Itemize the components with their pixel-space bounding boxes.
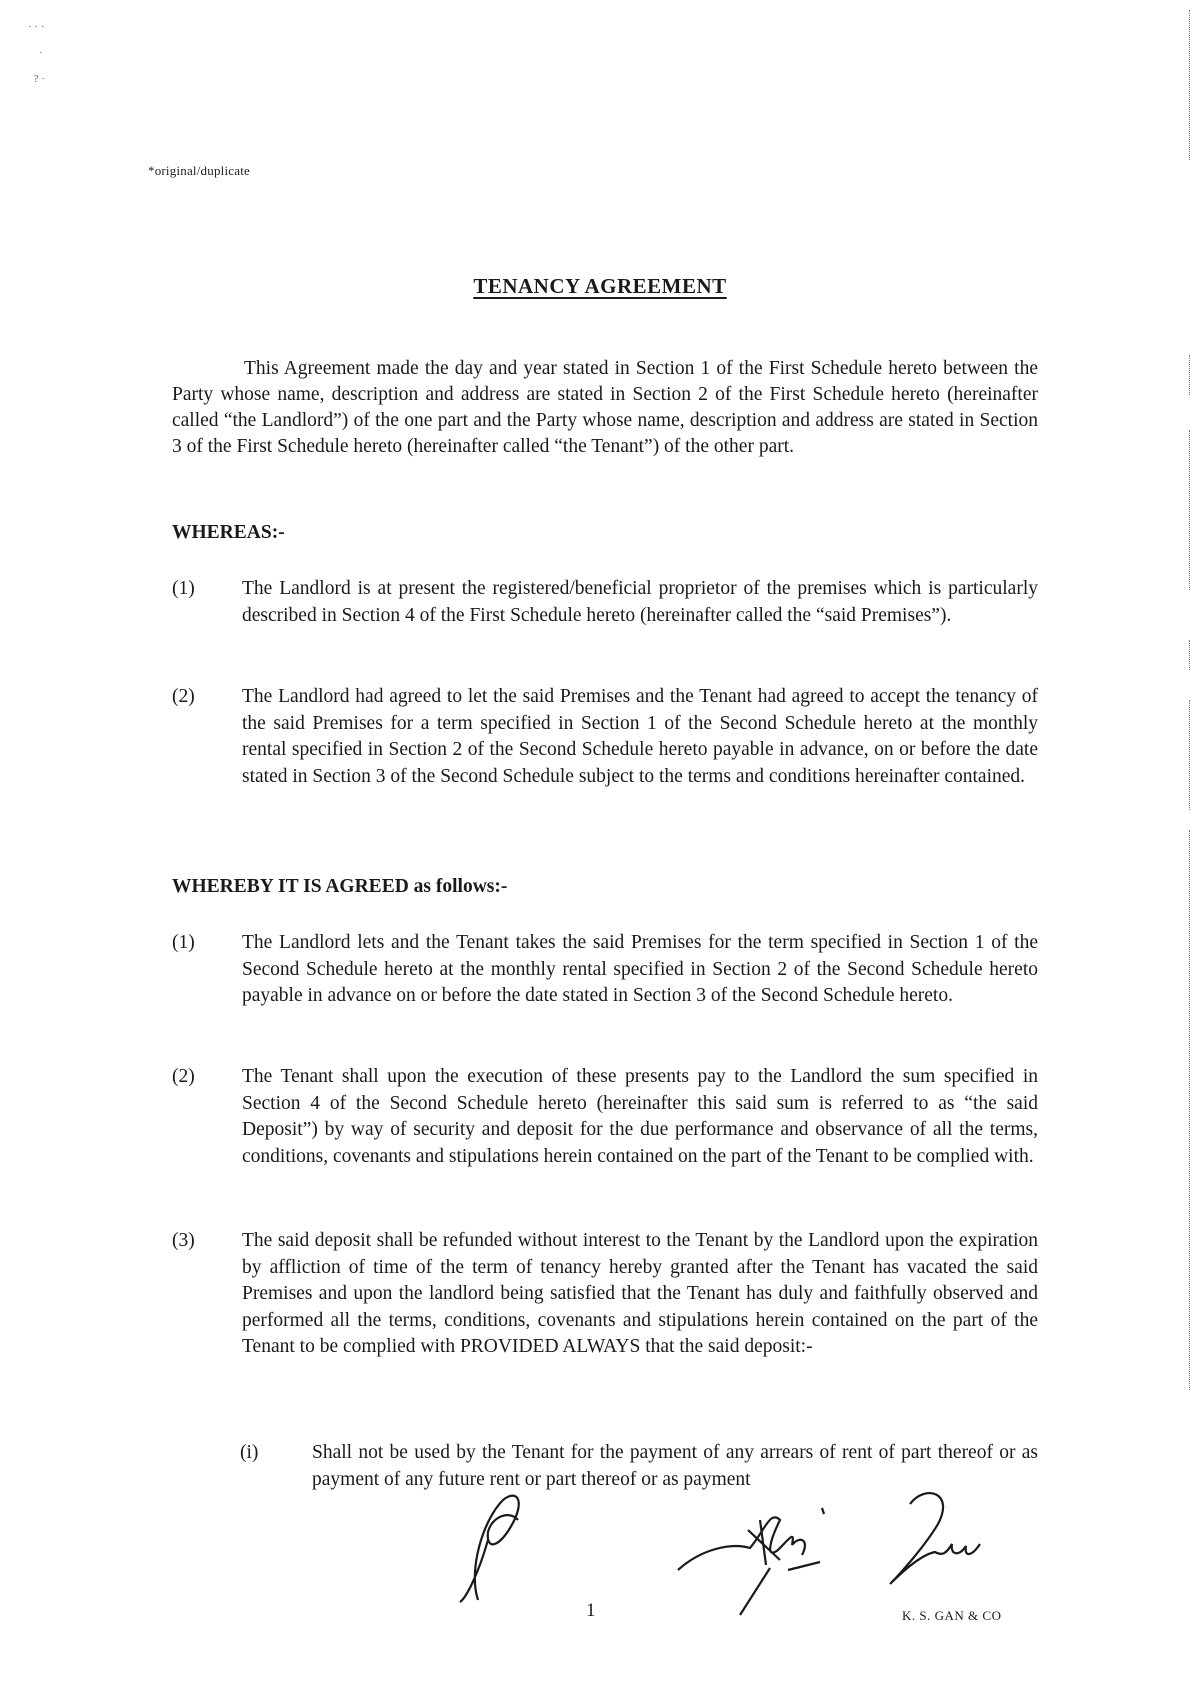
item-number: (2) — [172, 1066, 195, 1087]
signature-initial-1 — [448, 1480, 538, 1610]
item-text: The Landlord is at present the registered/beneficial proprietor of the premises which is particularly described in Section 4 of the First Schedule hereto (hereinafter called the “said Premises”). — [242, 578, 1038, 626]
scan-margin-line — [1187, 640, 1190, 670]
original-duplicate-stamp: *original/duplicate — [148, 163, 250, 178]
item-number: (1) — [172, 932, 195, 953]
document-title: TENANCY AGREEMENT — [473, 274, 727, 298]
item-number: (2) — [172, 686, 195, 707]
signature-tenant — [670, 1490, 850, 1620]
item-text: The Tenant shall upon the execution of these presents pay to the Landlord the sum specified in Section 4 of the Second Schedule hereto (hereinafter this said sum is referred to as “the said Deposit”) by way of security and deposit for the due performance and observance of all the terms, conditions, covenants and stipulations herein contained on the part of the Tenant to be complied with. — [242, 1066, 1038, 1167]
subitem-text: Shall not be used by the Tenant for the payment of any arrears of rent of part thereof or as payment of any future rent or part thereof or as payment — [312, 1442, 1038, 1490]
item-text: The Landlord had agreed to let the said Premises and the Tenant had agreed to accept the tenancy of the said Premises for a term specified in Section 1 of the Second Schedule hereto at the monthly rental specified in Section 2 of the Second Schedule hereto payable in advance, on or before the date stated in Section 3 of the Second Schedule subject to the terms and conditions hereinafter contained. — [242, 686, 1038, 787]
scan-margin-line — [1187, 355, 1190, 395]
whereby-item — [172, 1064, 1038, 1170]
whereby-item — [172, 1228, 1038, 1361]
whereby-item — [172, 930, 1038, 1010]
item-number: (3) — [172, 1230, 195, 1251]
whereas-item — [172, 576, 1038, 629]
scan-margin-line — [1187, 10, 1190, 160]
item-text: The Landlord lets and the Tenant takes the said Premises for the term specified in Section 1 of the Second Schedule hereto at the monthly rental specified in Section 2 of the Second Schedule hereto payable in advance on or before the date stated in Section 3 of the Second Schedule hereto. — [242, 932, 1038, 1006]
scan-margin-line — [1187, 430, 1190, 590]
whereby-heading: WHEREBY IT IS AGREED as follows:- — [172, 876, 508, 897]
signature-witness — [880, 1484, 1000, 1594]
scan-margin-line — [1187, 830, 1190, 1390]
item-number: (1) — [172, 578, 195, 599]
scan-margin-line — [1187, 700, 1190, 810]
page-number: 1 — [586, 1600, 596, 1621]
item-text: The said deposit shall be refunded without interest to the Tenant by the Landlord upon the expiration by affliction of time of the term of tenancy hereby granted after the Tenant has vacated the said Premises and upon the landlord being satisfied that the Tenant has duly and faithfully observed and performed all the terms, conditions, covenants and stipulations herein contained on the part of the Tenant to be complied with PROVIDED ALWAYS that the said deposit:- — [242, 1230, 1038, 1357]
intro-paragraph: This Agreement made the day and year stated in Section 1 of the First Schedule hereto between the Party whose name, description and address are stated in Section 2 of the First Schedule hereto (hereinafter called “the Landlord”) of the one part and the Party whose name, description and address are stated in Section 3 of the First Schedule hereto (hereinafter called “the Tenant”) of the other part. — [172, 358, 1038, 457]
whereas-item — [172, 684, 1038, 790]
firm-name: K. S. GAN & CO — [902, 1608, 1002, 1623]
scan-artifact: · · · · ? · — [28, 21, 45, 85]
subitem-number: (i) — [240, 1442, 259, 1463]
whereas-heading: WHEREAS:- — [172, 522, 285, 543]
